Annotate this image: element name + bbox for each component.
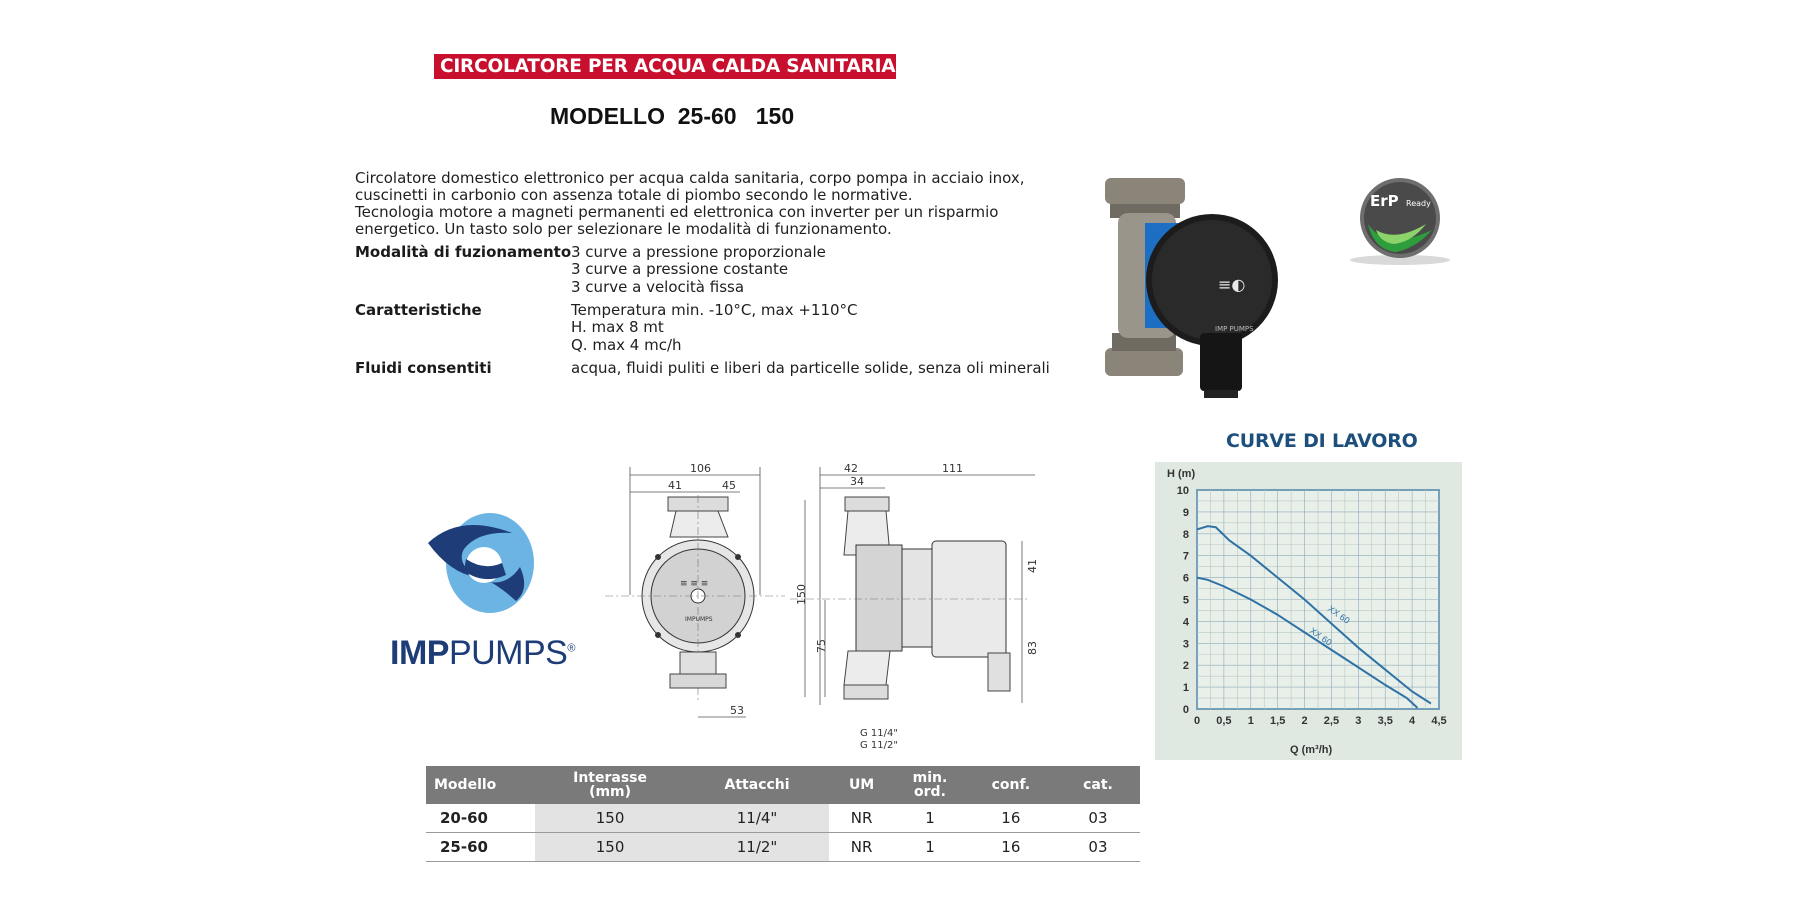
imp-pumps-logo-icon — [420, 505, 540, 625]
y-tick-label: 6 — [1182, 572, 1189, 585]
x-tick-label: 3,5 — [1377, 715, 1393, 727]
cell-min-ord: 1 — [894, 833, 966, 862]
x-tick-label: 2,5 — [1323, 715, 1340, 727]
description-line: Circolatore domestico elettronico per acqua calda sanitaria, corpo pompa in acciaio inox, — [355, 169, 1025, 187]
spec-value: 3 curve a pressione proporzionale — [571, 243, 826, 261]
spec-label-modalita: Modalità di fuzionamento — [355, 243, 572, 261]
spec-label-caratteristiche: Caratteristiche — [355, 301, 482, 319]
cell-interasse: 150 — [535, 833, 685, 862]
dim-53: 53 — [730, 704, 744, 717]
y-tick-label: 2 — [1182, 660, 1189, 673]
cell-conf: 16 — [966, 833, 1056, 862]
cell-cat: 03 — [1056, 833, 1140, 862]
model-title: MODELLO 25-60 150 — [550, 103, 795, 129]
table-header-row — [426, 766, 1140, 804]
col-um: UM — [829, 766, 894, 804]
logo-text-light: PUMPS — [448, 634, 568, 672]
y-tick-label: 0 — [1182, 704, 1189, 716]
table-row — [426, 804, 1140, 833]
spec-value: Temperatura min. -10°C, max +110°C — [571, 301, 858, 319]
y-tick-label: 4 — [1182, 616, 1189, 629]
cell-um: NR — [829, 833, 894, 862]
dim-34: 34 — [850, 475, 864, 488]
dim-150: 150 — [795, 584, 808, 605]
y-tick-label: 1 — [1182, 682, 1189, 695]
svg-text:≡ ≡ ≡: ≡ ≡ ≡ — [680, 579, 709, 589]
cell-modello: 25-60 — [426, 833, 535, 862]
series-label-60: XX 60 — [1325, 603, 1352, 626]
y-tick-label: 7 — [1182, 550, 1189, 563]
description-line: energetico. Un tasto solo per selezionare le modalità di funzionamento. — [355, 220, 892, 238]
dim-75: 75 — [815, 639, 828, 653]
dim-111: 111 — [942, 462, 963, 475]
spec-value: 3 curve a velocità fissa — [571, 277, 745, 296]
model-table — [426, 766, 1140, 862]
ready-label: Ready — [1406, 199, 1431, 208]
erp-ready-badge — [1346, 172, 1454, 272]
side-view-drawing — [790, 455, 1060, 755]
dim-42: 42 — [844, 462, 858, 475]
dim-106: 106 — [690, 462, 711, 475]
cell-attacchi: 11/4" — [685, 804, 829, 833]
spec-value: acqua, fluidi puliti e liberi da particelle solide, senza oli minerali — [571, 359, 1050, 377]
dim-41: 41 — [668, 479, 682, 492]
spec-values-fluidi — [571, 360, 1050, 377]
x-tick-label: 1 — [1247, 715, 1254, 727]
cell-conf: 16 — [966, 804, 1056, 833]
section-banner: CIRCOLATORE PER ACQUA CALDA SANITARIA — [434, 54, 896, 79]
table-row — [426, 833, 1140, 862]
x-tick-label: 4,5 — [1431, 715, 1447, 727]
y-tick-label: 5 — [1182, 594, 1189, 607]
col-conf: conf. — [966, 766, 1056, 804]
col-min-ord: min. ord. — [894, 766, 966, 804]
cell-attacchi: 11/2" — [685, 833, 829, 862]
y-tick-label: 9 — [1182, 506, 1189, 519]
svg-text:≡◐: ≡◐ — [1218, 275, 1246, 294]
col-modello: Modello — [426, 766, 535, 804]
x-tick-label: 4 — [1409, 715, 1416, 727]
pump-photo — [1090, 168, 1300, 418]
dim-45: 45 — [722, 479, 736, 492]
spec-value: Q. max 4 mc/h — [571, 335, 682, 354]
x-tick-label: 0,5 — [1216, 715, 1232, 727]
spec-label-fluidi: Fluidi consentiti — [355, 359, 492, 377]
x-tick-label: 1,5 — [1270, 715, 1286, 727]
y-tick-label: 3 — [1182, 638, 1189, 651]
cell-min-ord: 1 — [894, 804, 966, 833]
x-tick-label: 2 — [1301, 715, 1308, 727]
svg-text:IMPUMPS: IMPUMPS — [685, 616, 713, 623]
thread-g112: G 11/2" — [860, 740, 898, 751]
series-label-60b: XX 60 — [1307, 625, 1334, 648]
y-tick-label: 10 — [1176, 485, 1189, 497]
curves-title: CURVE DI LAVORO — [1226, 430, 1418, 452]
spec-value: 3 curve a pressione costante — [571, 260, 789, 279]
dim-83: 83 — [1026, 641, 1039, 655]
logo-registered: ® — [567, 642, 575, 655]
cell-interasse: 150 — [535, 804, 685, 833]
performance-chart — [1155, 462, 1462, 760]
x-axis-label: Q (m³/h) — [1290, 744, 1333, 756]
spec-value: H. max 8 mt — [571, 318, 664, 337]
logo-text-bold: IMP — [390, 634, 449, 672]
product-description — [355, 170, 1055, 238]
erp-label: ErP — [1370, 192, 1399, 210]
col-cat: cat. — [1056, 766, 1140, 804]
front-view-drawing — [600, 455, 790, 730]
spec-values-modalita — [571, 244, 826, 296]
description-line: cuscinetti in carbonio con assenza totale di piombo secondo le normative. — [355, 186, 913, 204]
y-tick-label: 8 — [1182, 528, 1189, 541]
imp-pumps-logo-text — [390, 634, 575, 673]
col-interasse: Interasse (mm) — [535, 766, 685, 804]
x-tick-label: 0 — [1193, 715, 1201, 727]
x-tick-label: 3 — [1355, 715, 1362, 727]
spec-values-caratteristiche — [571, 302, 858, 354]
cell-cat: 03 — [1056, 804, 1140, 833]
cell-um: NR — [829, 804, 894, 833]
thread-g114: G 11/4" — [860, 728, 898, 739]
y-axis-label: H (m) — [1167, 468, 1196, 480]
cell-modello: 20-60 — [426, 804, 535, 833]
dim-41-side: 41 — [1026, 559, 1039, 573]
description-line: Tecnologia motore a magneti permanenti ed elettronica con inverter per un risparmio — [355, 203, 999, 221]
col-attacchi: Attacchi — [685, 766, 829, 804]
svg-text:IMP PUMPS: IMP PUMPS — [1215, 325, 1254, 333]
